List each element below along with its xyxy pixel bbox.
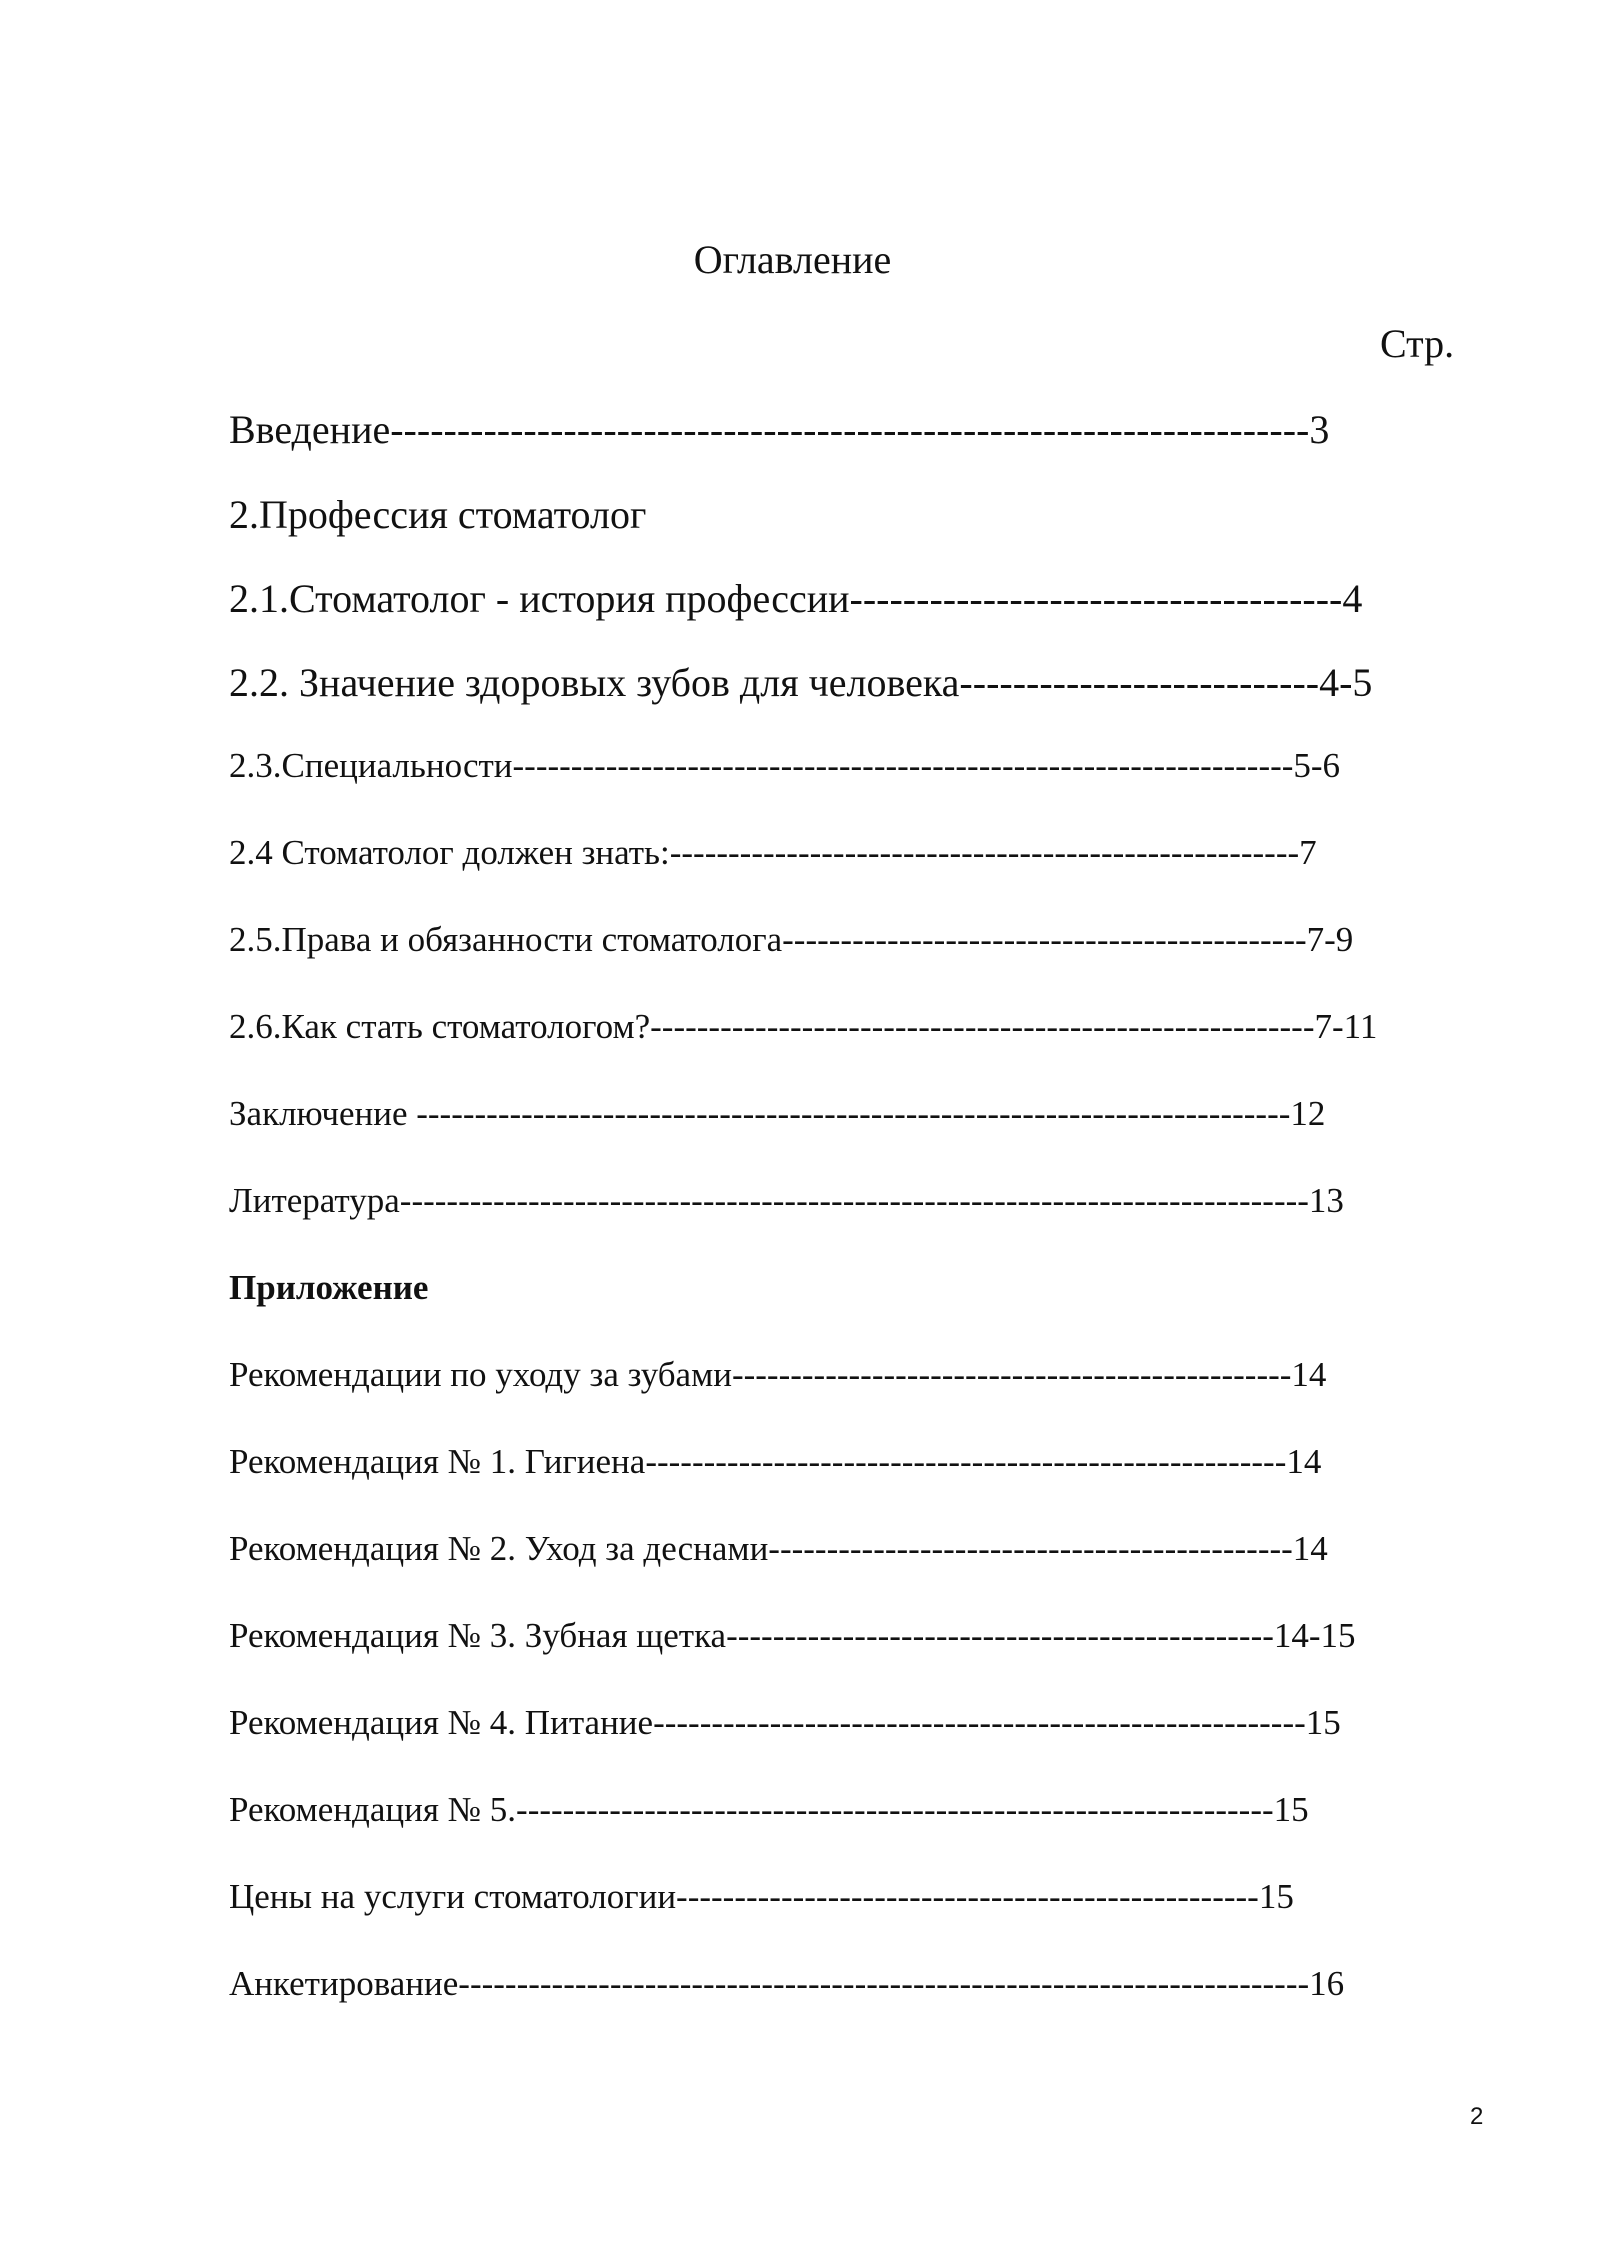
page-title: Оглавление (693, 237, 892, 282)
toc-entry-prices: Цены на услуги стоматологии--------------------------------------------------15 (229, 1877, 1294, 1916)
toc-entry-recommendations: Рекомендации по уходу за зубами------------------------------------------------14 (229, 1355, 1327, 1394)
toc-entry-introduction: Введение---------------------------------------------------------------------3 (229, 407, 1330, 452)
toc-entry-recommendation-5: Рекомендация № 5.-----------------------------------------------------------------15 (229, 1790, 1309, 1829)
toc-entry-conclusion: Заключение ---------------------------------------------------------------------------12 (229, 1094, 1326, 1133)
toc-entry-2-3: 2.3.Специальности-------------------------------------------------------------------5-6 (229, 746, 1341, 785)
toc-entry-2-4: 2.4 Стоматолог должен знать:------------------------------------------------------7 (229, 833, 1317, 872)
toc-entry-recommendation-4: Рекомендация № 4. Питание--------------------------------------------------------15 (229, 1703, 1341, 1742)
toc-entry-recommendation-2: Рекомендация № 2. Уход за деснами---------------------------------------------14 (229, 1529, 1328, 1568)
toc-entry-recommendation-3: Рекомендация № 3. Зубная щетка-----------------------------------------------14-15 (229, 1616, 1356, 1655)
page-column-label: Стр. (1380, 321, 1455, 366)
toc-entry-literature: Литература------------------------------------------------------------------------------13 (229, 1181, 1344, 1220)
toc-entry-2-2: 2.2. Значение здоровых зубов для человека---------------------------4-5 (229, 660, 1373, 705)
toc-entry-chapter-2: 2.Профессия стоматолог (229, 492, 647, 537)
toc-entry-recommendation-1: Рекомендация № 1. Гигиена-------------------------------------------------------14 (229, 1442, 1322, 1481)
toc-entry-2-6: 2.6.Как стать стоматологом?---------------------------------------------------------7-11 (229, 1007, 1378, 1046)
page-number: 2 (1470, 2103, 1484, 2130)
toc-section-appendix: Приложение (229, 1268, 429, 1307)
toc-entry-survey: Анкетирование-------------------------------------------------------------------------16 (229, 1964, 1345, 2003)
toc-entry-2-5: 2.5.Права и обязанности стоматолога---------------------------------------------7-9 (229, 920, 1354, 959)
toc-entry-2-1: 2.1.Стоматолог - история профессии-------------------------------------4 (229, 576, 1363, 621)
